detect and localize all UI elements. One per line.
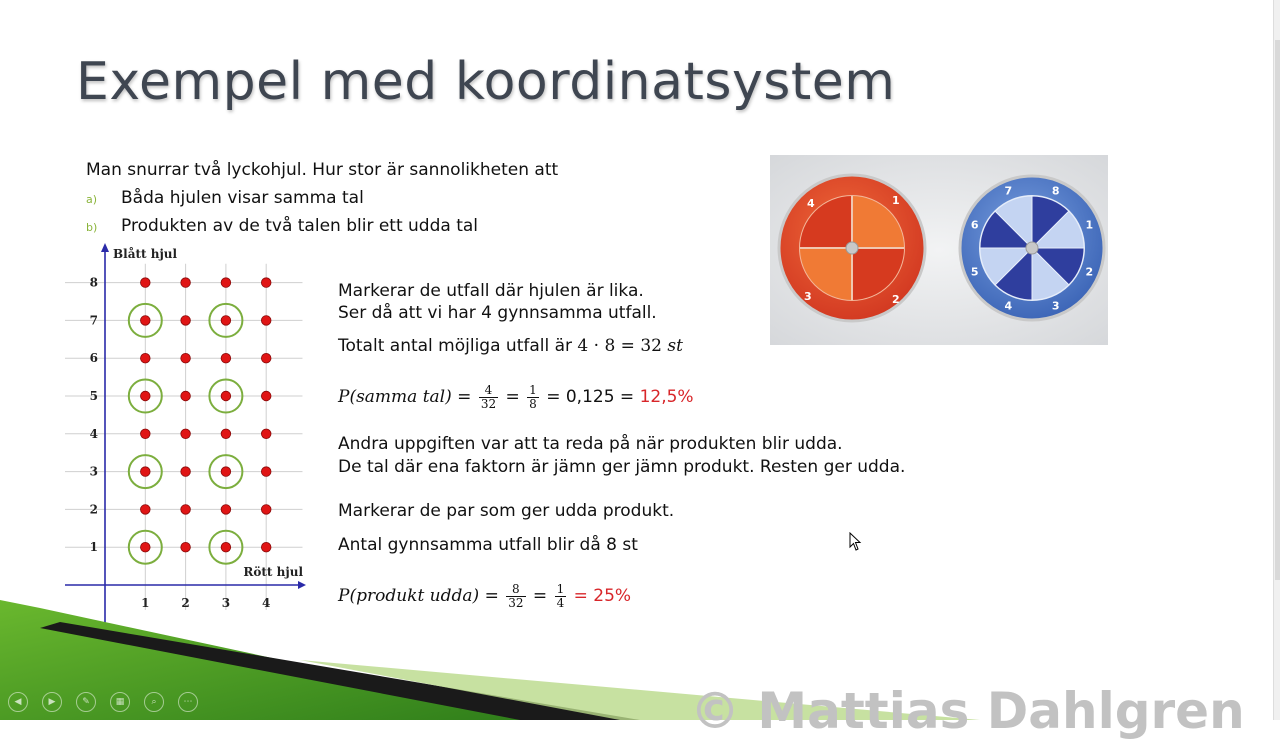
data-point xyxy=(261,505,271,515)
x-tick-label: 1 xyxy=(141,596,150,610)
data-point xyxy=(181,505,191,515)
more-options-icon[interactable]: ⋯ xyxy=(178,692,198,712)
red-wheel-label: 4 xyxy=(807,197,815,210)
zoom-icon[interactable]: ⌕ xyxy=(144,692,164,712)
blue-wheel-label: 4 xyxy=(1004,299,1013,313)
total-text: Totalt antal möjliga utfall är xyxy=(338,336,573,356)
p-same-frac1: $\frac{4}{32}$ xyxy=(480,382,497,411)
data-point xyxy=(141,429,151,439)
explain-line-2: Ser då att vi har 4 gynnsamma utfall. xyxy=(338,303,657,323)
data-point xyxy=(141,467,151,477)
p-odd-frac2: $\frac{1}{4}$ xyxy=(556,581,565,610)
pen-icon[interactable]: ✎ xyxy=(76,692,96,712)
x-axis-label: Rött hjul xyxy=(243,565,303,579)
red-wheel xyxy=(779,175,925,321)
data-point xyxy=(221,278,231,288)
coordinate-chart xyxy=(60,240,310,630)
data-point xyxy=(181,316,191,326)
data-point xyxy=(261,429,271,439)
total-outcomes xyxy=(338,335,683,357)
y-tick-label: 1 xyxy=(89,540,98,555)
p-odd-result: = 25% xyxy=(573,586,632,606)
p-same-result: 12,5% xyxy=(639,387,694,407)
wheels-svg xyxy=(770,155,1108,345)
total-math: 4 · 8 = 32 xyxy=(577,336,662,356)
data-point xyxy=(221,316,231,326)
blue-wheel-label: 5 xyxy=(970,265,979,279)
data-point xyxy=(261,316,271,326)
blue-wheel xyxy=(960,176,1104,320)
data-point xyxy=(221,429,231,439)
mark-line: Markerar de par som ger udda produkt. xyxy=(338,501,675,521)
item-letter: b) xyxy=(86,221,98,234)
blue-wheel-label: 8 xyxy=(1051,184,1060,198)
y-tick-label: 8 xyxy=(89,275,98,290)
data-point xyxy=(181,391,191,401)
next-slide-icon[interactable]: ▶ xyxy=(42,692,62,712)
y-tick-label: 6 xyxy=(89,351,98,366)
blue-wheel-label: 6 xyxy=(970,218,979,232)
p-odd-frac1: $\frac{8}{32}$ xyxy=(508,581,524,610)
scrollbar-thumb[interactable] xyxy=(1275,40,1280,580)
data-point xyxy=(261,391,271,401)
question-item-b xyxy=(86,215,479,239)
wheels-photo xyxy=(770,155,1108,345)
red-wheel-label: 3 xyxy=(804,290,812,303)
p-same-label: P(samma tal) xyxy=(338,387,452,407)
y-tick-label: 3 xyxy=(89,464,98,479)
data-point xyxy=(141,353,151,363)
data-point xyxy=(261,353,271,363)
data-point xyxy=(141,316,151,326)
data-point xyxy=(181,542,191,552)
total-unit: st xyxy=(667,336,683,356)
data-point xyxy=(261,467,271,477)
question-item-a xyxy=(86,187,364,211)
p-same-decimal: = 0,125 = xyxy=(546,387,635,407)
item-text: Båda hjulen visar samma tal xyxy=(121,188,364,208)
data-point xyxy=(141,505,151,515)
x-tick-label: 4 xyxy=(262,596,271,610)
item-text: Produkten av de två talen blir ett udda tal xyxy=(121,216,479,236)
data-point xyxy=(221,353,231,363)
p-odd-label: P(produkt udda) xyxy=(338,586,480,606)
data-point xyxy=(181,353,191,363)
copyright-watermark: © Mattias Dahlgren xyxy=(690,682,1245,740)
y-tick-label: 7 xyxy=(89,313,98,328)
y-tick-label: 5 xyxy=(89,389,98,403)
data-point xyxy=(261,542,271,552)
data-point xyxy=(261,278,271,288)
item-letter: a) xyxy=(86,193,98,206)
blue-wheel-label: 1 xyxy=(1085,218,1094,232)
data-point xyxy=(221,391,231,401)
grid-view-icon[interactable]: ▦ xyxy=(110,692,130,712)
odd-line-1: Andra uppgiften var att ta reda på när produkten blir udda. xyxy=(338,434,843,454)
p-odd-formula: P(produkt udda) = $\frac{8}{32}$ = $\frac{1}{4}$ = 25% xyxy=(338,581,632,610)
slide-title: Exempel med koordinatsystem xyxy=(76,52,896,112)
data-point xyxy=(221,505,231,515)
blue-wheel-label: 3 xyxy=(1051,299,1060,313)
x-tick-label: 2 xyxy=(181,596,190,610)
count-line: Antal gynnsamma utfall blir då 8 st xyxy=(338,535,638,555)
p-same-formula: P(samma tal) = $\frac{4}{32}$ = $\frac{1}{8}$ = 0,125 = 12,5% xyxy=(338,382,694,411)
data-point xyxy=(221,542,231,552)
blue-wheel-label: 7 xyxy=(1004,184,1013,198)
odd-line-2: De tal där ena faktorn är jämn ger jämn produkt. Resten ger udda. xyxy=(338,457,906,477)
y-tick-label: 4 xyxy=(89,426,98,441)
y-tick-label: 2 xyxy=(89,502,98,517)
question-intro: Man snurrar två lyckohjul. Hur stor är sannolikheten att xyxy=(86,160,559,180)
y-axis-arrow xyxy=(101,243,109,252)
explain-line-1: Markerar de utfall där hjulen är lika. xyxy=(338,281,644,301)
data-point xyxy=(141,542,151,552)
data-point xyxy=(221,467,231,477)
data-point xyxy=(181,429,191,439)
data-point xyxy=(181,467,191,477)
red-wheel-label: 2 xyxy=(892,293,900,306)
x-tick-label: 3 xyxy=(221,596,231,610)
data-point xyxy=(181,278,191,288)
x-axis-arrow xyxy=(298,581,306,589)
previous-slide-icon[interactable]: ◀ xyxy=(8,692,28,712)
data-point xyxy=(141,391,151,401)
blue-wheel-label: 2 xyxy=(1085,265,1094,279)
chart-labels xyxy=(90,246,304,610)
p-same-frac2: $\frac{1}{8}$ xyxy=(529,382,537,411)
data-point xyxy=(141,278,151,288)
red-wheel-label: 1 xyxy=(892,194,900,207)
slideshow-controls xyxy=(8,692,198,712)
chart-points xyxy=(141,278,272,552)
mouse-cursor-icon xyxy=(849,532,863,552)
y-axis-label: Blått hjul xyxy=(113,247,178,261)
